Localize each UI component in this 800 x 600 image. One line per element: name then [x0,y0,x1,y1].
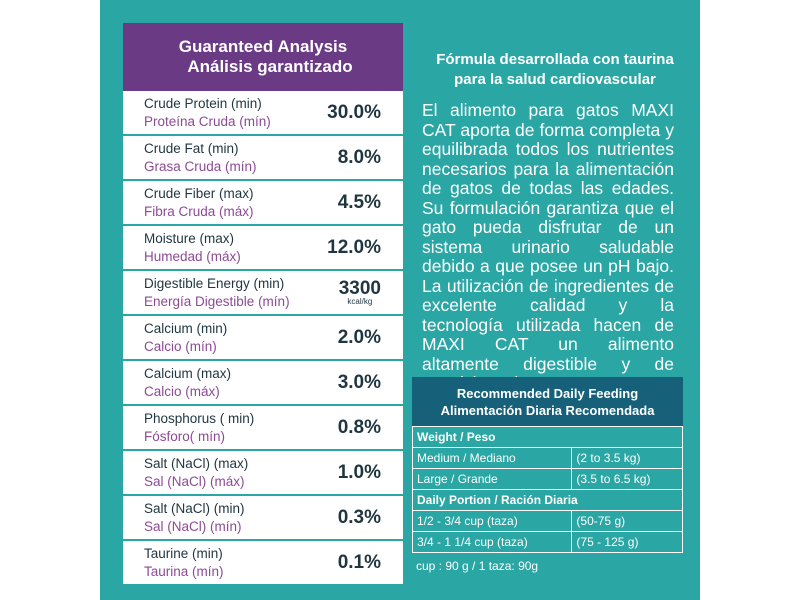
nutrient-value-box [327,102,381,124]
nutrient-value-box [338,552,381,574]
guaranteed-analysis-panel [123,23,403,579]
formula-subtitle-line1: Fórmula desarrollada con taurina [436,51,674,68]
nutrient-name-es: Energía Digestible (mín) [144,293,290,309]
daily-feeding-header [412,377,683,426]
nutrient-value-box [338,462,381,484]
nutrient-name-es: Fósforo( mín) [144,428,226,444]
analysis-title-en: Guaranteed Analysis [178,37,348,56]
portion-header: Daily Portion / Ración Diaria [413,490,683,511]
feeding-title-es: Alimentación Diaria Recomendada [440,402,655,418]
analysis-row-labels [144,230,241,266]
feeding-grid [412,426,683,553]
nutrient-name-en: Taurine (min) [144,545,223,561]
analysis-title-es: Análisis garantizado [187,57,353,76]
nutrient-name-es: Taurina (mín) [144,563,224,579]
analysis-row-labels [144,140,257,176]
nutrient-value: 4.5% [337,191,381,213]
nutrient-value: 1.0% [337,461,381,483]
analysis-row-labels [144,275,290,311]
nutrient-name-es: Sal (NaCl) (máx) [144,473,245,489]
nutrient-value: 0.3% [337,506,381,528]
analysis-row-labels [144,545,224,581]
daily-feeding-table [412,377,683,573]
nutrient-name-en: Digestible Energy (min) [144,275,285,291]
portion-label: 1/2 - 3/4 cup (taza) [413,511,572,532]
portion-label: 3/4 - 1 1/4 cup (taza) [413,532,572,553]
portion-value: (50-75 g) [572,511,683,532]
nutrient-name-en: Salt (NaCl) (min) [144,500,245,516]
nutrient-value-box [338,277,381,306]
weight-label: Large / Grande [413,469,572,490]
analysis-row-labels [144,455,248,491]
analysis-row [123,316,403,359]
weight-header: Weight / Peso [413,427,683,448]
table-row [413,532,683,553]
analysis-row-labels [144,500,245,536]
analysis-row [123,361,403,404]
analysis-row [123,271,403,314]
analysis-rows [123,91,403,584]
guaranteed-analysis-header [123,23,403,91]
analysis-row [123,541,403,584]
analysis-row [123,136,403,179]
analysis-row-labels [144,410,254,446]
feeding-title-en: Recommended Daily Feeding [456,385,639,401]
nutrient-name-en: Calcium (min) [144,320,228,336]
nutrient-value-box [338,327,381,349]
nutrient-value-box [338,147,381,169]
table-row [413,511,683,532]
analysis-row-labels [144,365,231,401]
nutrient-value-box [338,192,381,214]
analysis-row [123,226,403,269]
nutrient-name-en: Salt (NaCl) (max) [144,455,249,471]
nutrient-name-en: Phosphorus ( min) [144,410,255,426]
nutrient-name-en: Crude Protein (min) [144,95,262,111]
weight-value: (2 to 3.5 kg) [572,448,683,469]
portion-header-row [413,490,683,511]
nutrient-name-en: Calcium (max) [144,365,232,381]
portion-value: (75 - 125 g) [572,532,683,553]
analysis-row [123,496,403,539]
table-row [413,469,683,490]
nutrient-value-box [338,417,381,439]
nutrient-value: 8.0% [337,146,381,168]
nutrient-name-en: Crude Fat (min) [144,140,239,156]
nutrient-value: 30.0% [327,101,381,123]
product-description: El alimento para gatos MAXI CAT aporta de forma completa y equilibrada todos los nutrientes necesarios para la alimentación de gatos de todas las edades. Su formulación garantiza que el gato pueda disfrutar de un sistema urinario saludable debido a que posee un pH bajo. La utilización de ingredientes de excelente calidad y la tecnología utilizada hacen de MAXI CAT un alimento altamente digestible y de [422,100,674,374]
nutrient-name-es: Grasa Cruda (mín) [144,158,257,174]
analysis-row-labels [144,185,254,221]
nutrient-value: 2.0% [337,326,381,348]
analysis-row-labels [144,320,227,356]
weight-header-row [413,427,683,448]
weight-label: Medium / Mediano [413,448,572,469]
analysis-row [123,181,403,224]
nutrient-name-es: Calcio (máx) [144,383,220,399]
nutrient-name-es: Fibra Cruda (máx) [144,203,254,219]
nutrient-value-box [338,372,381,394]
table-row [413,448,683,469]
nutrient-name-en: Moisture (max) [144,230,235,246]
nutrient-name-es: Proteína Cruda (mín) [144,113,271,129]
nutrient-name-es: Sal (NaCl) (mín) [144,518,242,534]
formula-subtitle-line2: para la salud cardiovascular [454,71,656,88]
formula-subtitle [405,50,705,90]
nutrient-name-en: Crude Fiber (max) [144,185,254,201]
nutrient-value: 0.1% [337,551,381,573]
analysis-row [123,91,403,134]
analysis-row [123,406,403,449]
nutrient-value: 0.8% [337,416,381,438]
nutrient-value: 3300 [338,277,381,299]
cup-note: cup : 90 g / 1 taza: 90g [416,559,539,573]
analysis-row [123,451,403,494]
nutrient-unit: kcal/kg [347,296,373,306]
nutrient-value-box [327,237,381,259]
nutrient-name-es: Humedad (máx) [144,248,241,264]
nutrient-value: 12.0% [327,236,381,258]
nutrient-value: 3.0% [337,371,381,393]
analysis-row-labels [144,95,271,131]
weight-value: (3.5 to 6.5 kg) [572,469,683,490]
nutrient-name-es: Calcio (mín) [144,338,217,354]
nutrient-value-box [338,507,381,529]
